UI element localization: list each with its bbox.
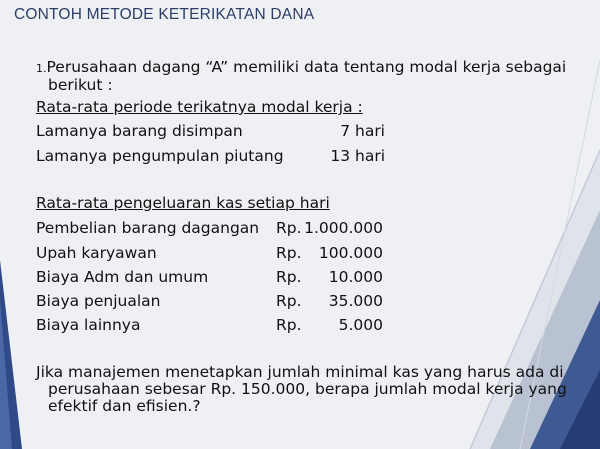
question-line-1: Jika manajemen menetapkan jumlah minimal kas yang harus ada di [36,363,564,381]
intro-line-1: Perusahaan dagang “A” memiliki data tentang modal kerja sebagai [46,58,567,76]
expense-row-label: Upah karyawan [36,244,157,262]
question-line-2: perusahaan sebesar Rp. 150.000, berapa jumlah modal kerja yang [48,380,567,398]
expense-row-label: Biaya lainnya [36,316,141,334]
question-line-3: efektif dan efisien.? [48,397,201,415]
period-row-label: Lamanya barang disimpan [36,122,243,140]
expense-row-value: 10.000 [328,268,383,286]
slide-title: CONTOH METODE KETERIKATAN DANA [14,6,315,23]
expense-row-value: 1.000.000 [304,219,383,237]
expense-row-currency: Rp. [276,268,302,286]
expenses-heading: Rata-rata pengeluaran kas setiap hari [36,194,330,212]
expense-row-value: 5.000 [338,316,383,334]
expense-row-value: 100.000 [318,244,383,262]
period-row-label: Lamanya pengumpulan piutang [36,147,284,165]
list-number: 1. [36,62,47,75]
expense-row-currency: Rp. [276,316,302,334]
period-row-value: 13 hari [330,147,385,165]
intro-line-2: berikut : [48,76,113,94]
expense-row-currency: Rp. [276,219,302,237]
expense-row-currency: Rp. [276,292,302,310]
intro-paragraph [36,58,566,78]
expense-row-currency: Rp. [276,244,302,262]
period-heading: Rata-rata periode terikatnya modal kerja : [36,98,363,116]
period-row-value: 7 hari [340,122,385,140]
expense-row-label: Biaya penjualan [36,292,161,310]
expense-row-label: Biaya Adm dan umum [36,268,209,286]
expense-row-value: 35.000 [328,292,383,310]
expense-row-label: Pembelian barang dagangan [36,219,260,237]
